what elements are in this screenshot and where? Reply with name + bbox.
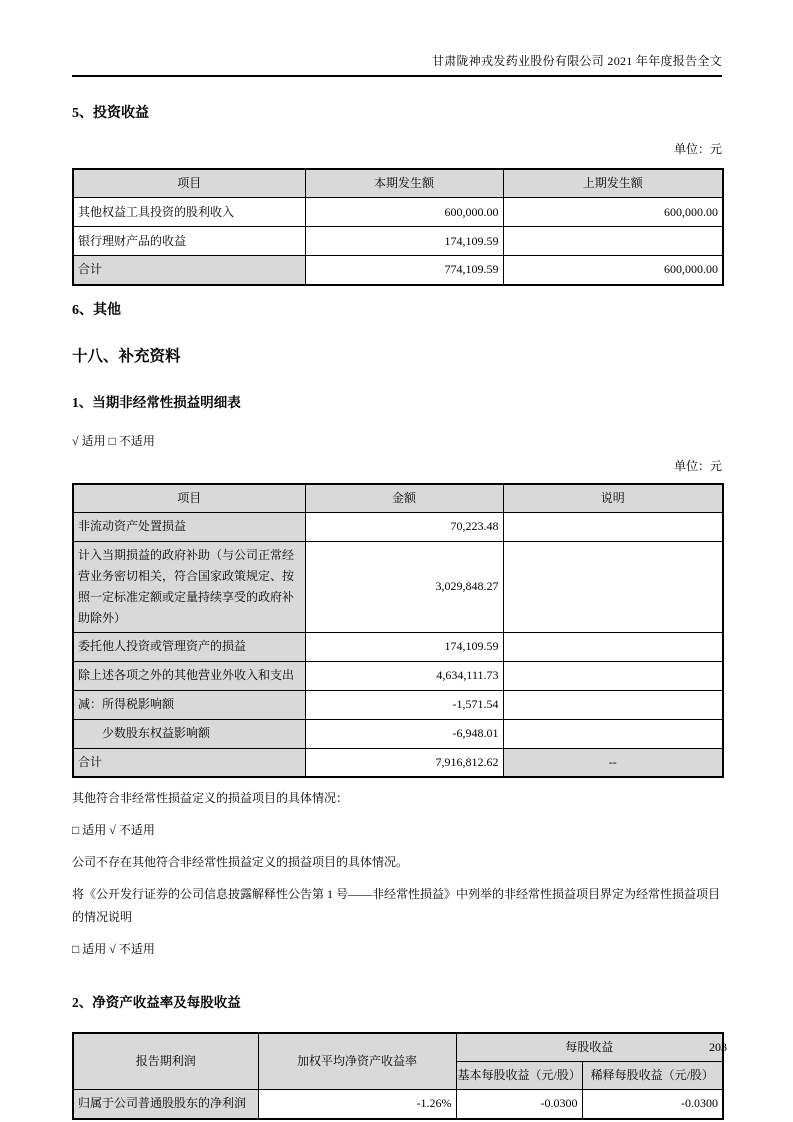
total-label-cell: 合计 [73, 256, 305, 285]
item-cell: 委托他人投资或管理资产的损益 [73, 632, 305, 661]
note-cell: -- [503, 748, 723, 777]
section-title-5: 5、投资收益 [72, 106, 149, 121]
table-row [73, 541, 723, 632]
subsection-title-2: 2、净资产收益率及每股收益 [72, 995, 241, 1010]
section-title-6: 6、其他 [72, 302, 121, 318]
amount-cell: 4,634,111.73 [305, 661, 503, 690]
col-header-diluted-eps: 稀释每股收益（元/股） [582, 1062, 723, 1090]
current-amount-cell: 774,109.59 [305, 256, 503, 285]
prior-amount-cell [503, 227, 723, 256]
current-amount-cell: 174,109.59 [305, 227, 503, 256]
table-header-row [73, 484, 723, 513]
col-header-current: 本期发生额 [305, 169, 503, 198]
applicability-line-2: □ 适用 √ 不适用 [72, 823, 155, 837]
table-row [73, 198, 723, 227]
total-label-cell: 合计 [73, 748, 305, 777]
item-cell: 除上述各项之外的其他营业外收入和支出 [73, 661, 305, 690]
current-amount-cell: 600,000.00 [305, 198, 503, 227]
table-row [73, 719, 723, 748]
amount-cell: 7,916,812.62 [305, 748, 503, 777]
table-row [73, 661, 723, 690]
item-cell: 减：所得税影响额 [73, 690, 305, 719]
item-cell: 非流动资产处置损益 [73, 512, 305, 541]
prior-amount-cell: 600,000.00 [503, 256, 723, 285]
table-row [73, 512, 723, 541]
item-cell: 少数股东权益影响额 [73, 719, 305, 748]
table-header-row [73, 169, 723, 198]
page-number: 203 [709, 1040, 727, 1054]
col-header-amount: 金额 [305, 484, 503, 513]
col-header-item: 项目 [73, 169, 305, 198]
table-row [73, 690, 723, 719]
page-header-title: 甘肃陇神戎发药业股份有限公司 2021 年年度报告全文 [72, 0, 722, 77]
amount-cell: -6,948.01 [305, 719, 503, 748]
unit-label-2: 单位：元 [673, 458, 722, 473]
amount-cell: 174,109.59 [305, 632, 503, 661]
applicability-line-1: √ 适用 □ 不适用 [72, 433, 155, 448]
note-cell [503, 719, 723, 748]
table-row [73, 1090, 723, 1119]
table-row [73, 227, 723, 256]
nonrecurring-items-table [72, 483, 724, 779]
note-cell [503, 541, 723, 632]
amount-cell: 70,223.48 [305, 512, 503, 541]
applicability-line-3: □ 适用 √ 不适用 [72, 942, 155, 956]
col-header-item: 项目 [73, 484, 305, 513]
item-cell: 归属于公司普通股股东的净利润 [73, 1090, 258, 1119]
roe-eps-table [72, 1032, 724, 1120]
subsection-title-1: 1、当期非经常性损益明细表 [72, 394, 241, 410]
col-header-profit: 报告期利润 [73, 1033, 258, 1090]
table-total-row [73, 256, 723, 285]
diluted-eps-cell: -0.0300 [582, 1090, 723, 1119]
note-cell [503, 661, 723, 690]
note-cell [503, 690, 723, 719]
investment-income-table [72, 168, 724, 286]
amount-cell: 3,029,848.27 [305, 541, 503, 632]
unit-label-1: 单位：元 [673, 142, 722, 156]
prior-amount-cell: 600,000.00 [503, 198, 723, 227]
item-cell: 银行理财产品的收益 [73, 227, 305, 256]
basic-eps-cell: -0.0300 [456, 1090, 582, 1119]
note-cell [503, 632, 723, 661]
roe-cell: -1.26% [258, 1090, 456, 1119]
item-cell: 计入当期损益的政府补助（与公司正常经营业务密切相关，符合国家政策规定、按照一定标准定额或定量持续享受的政府补助除外） [73, 541, 305, 632]
col-header-basic-eps: 基本每股收益（元/股） [456, 1062, 582, 1090]
col-header-note: 说明 [503, 484, 723, 513]
note-definition: 将《公开发行证券的公司信息披露解释性公告第 1 号——非经常性损益》中列举的非经常性损益项目界定为经常性损益项目的情况说明 [72, 887, 721, 924]
col-header-roe: 加权平均净资产收益率 [258, 1033, 456, 1090]
table-total-row [73, 748, 723, 777]
col-header-prior: 上期发生额 [503, 169, 723, 198]
section-title-18: 十八、补充资料 [72, 347, 181, 365]
amount-cell: -1,571.54 [305, 690, 503, 719]
note-no-other: 公司不存在其他符合非经常性损益定义的损益项目的具体情况。 [72, 855, 409, 869]
item-cell: 其他权益工具投资的股利收入 [73, 198, 305, 227]
col-header-eps-group: 每股收益 [456, 1033, 723, 1062]
table-header-row-1 [73, 1033, 723, 1062]
note-other-items: 其他符合非经常性损益定义的损益项目的具体情况： [72, 791, 349, 805]
table-row [73, 632, 723, 661]
note-cell [503, 512, 723, 541]
